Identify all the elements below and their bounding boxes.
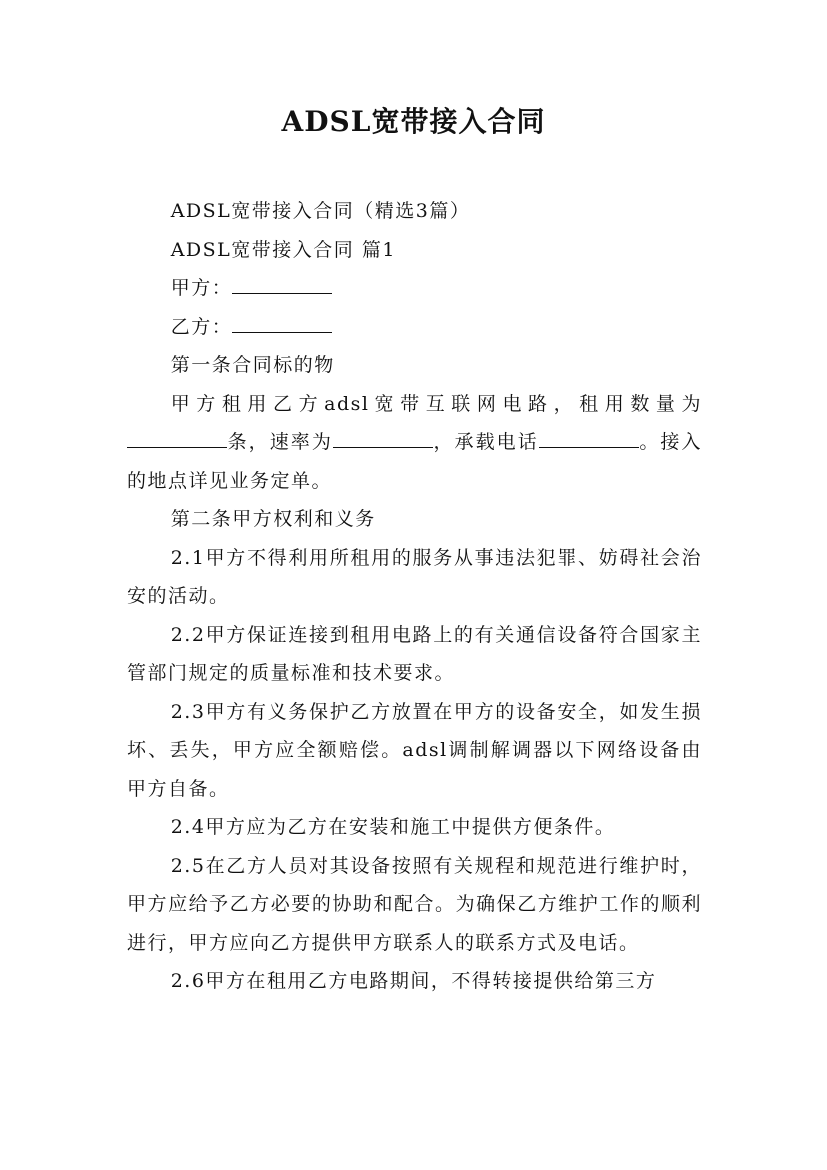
clause-2-6: 2.6甲方在租用乙方电路期间，不得转接提供给第三方 [170, 970, 657, 992]
document-body [127, 192, 702, 1001]
party-a-blank [232, 272, 332, 294]
document-subtitle: ADSL宽带接入合同（精选3篇） [170, 200, 471, 222]
phone-blank [539, 426, 639, 448]
clause-2-3: 2.3甲方有义务保护乙方放置在甲方的设备安全，如发生损坏、丢失，甲方应全额赔偿。adsl调制解调器以下网络设备由甲方自备。 [127, 700, 702, 800]
article1-text-d: 。接入的地点详见业务定单。 [127, 431, 702, 492]
document-title: ADSL宽带接入合同 [281, 105, 546, 138]
article1-text-a: 甲方租用乙方adsl宽带互联网电路，租用数量为 [170, 392, 702, 415]
party-b-blank [232, 311, 332, 333]
clause-2-4: 2.4甲方应为乙方在安装和施工中提供方便条件。 [170, 816, 616, 838]
article1-heading: 第一条合同标的物 [170, 354, 335, 376]
clause-2-1: 2.1甲方不得利用所租用的服务从事违法犯罪、妨碍社会治安的活动。 [127, 546, 702, 607]
party-a-line [127, 269, 702, 308]
party-b-label: 乙方： [170, 315, 233, 338]
article1-text-b: 条，速率为 [227, 431, 333, 453]
party-b-line [127, 308, 702, 347]
clause-2-5: 2.5在乙方人员对其设备按照有关规程和规范进行维护时，甲方应给予乙方必要的协助和配合。为确保乙方维护工作的顺利进行，甲方应向乙方提供甲方联系人的联系方式及电话。 [127, 854, 702, 954]
article1-text-c: ，承载电话 [432, 431, 539, 453]
article2-heading: 第二条甲方权利和义务 [170, 508, 376, 530]
quantity-blank [127, 426, 227, 448]
rate-blank [333, 426, 433, 448]
article1-paragraph [127, 385, 702, 501]
part-heading: ADSL宽带接入合同 篇1 [170, 238, 396, 261]
party-a-label: 甲方： [170, 277, 233, 299]
clause-2-2: 2.2甲方保证连接到租用电路上的有关通信设备符合国家主管部门规定的质量标准和技术要求。 [127, 623, 702, 684]
